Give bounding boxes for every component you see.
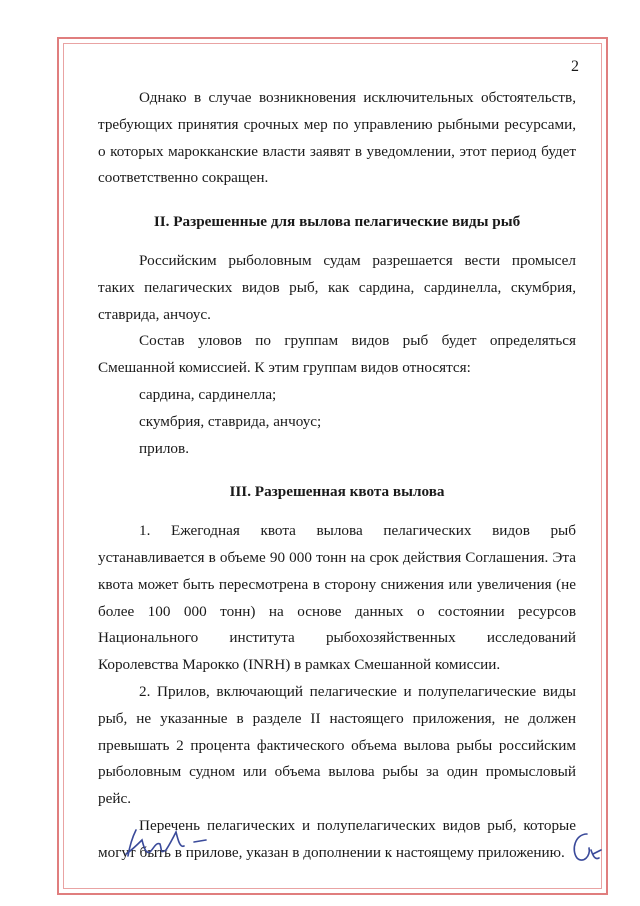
signature-left <box>120 824 220 864</box>
section-3-paragraph-1: 1. Ежегодная квота вылова пелагических видов рыб устанавливается в объеме 90 000 тонн на срок действия Соглашения. Эта квота может быть пересмотрена в сторону снижения или увеличения (не более 100 000 тонн) на основе данных о состоянии ресурсов Национального института рыбохозяйственных исследований Королевства Марокко (INRH) в рамках Смешанной комиссии. <box>98 522 576 674</box>
intro-paragraph: Однако в случае возникновения исключительных обстоятельств, требующих принятия срочных мер по управлению рыбными ресурсами, о которых марокканские власти заявят в уведомлении, этот период будет соответственно сокращен. <box>98 89 576 187</box>
section-2-heading: II. Разрешенные для вылова пелагические виды рыб <box>153 213 521 231</box>
list-item: прилов. <box>139 439 189 457</box>
page-number: 2 <box>571 58 579 75</box>
list-item: скумбрия, ставрида, анчоус; <box>139 412 322 430</box>
section-2-paragraph-2: Состав уловов по группам видов рыб будет определяться Смешанной комиссией. К этим группам видов относятся: <box>98 332 576 377</box>
signature-right <box>565 828 605 868</box>
document-body <box>98 85 576 867</box>
section-3-paragraph-2: 2. Прилов, включающий пелагические и полупелагические виды рыб, не указанные в разделе II настоящего приложения, не должен превышать 2 процента фактического объема вылова рыбы российским рыболовным судном или объема вылова рыбы за один промысловый рейс. <box>98 682 576 808</box>
list-item: сардина, сардинелла; <box>139 385 277 403</box>
section-3-heading: III. Разрешенная квота вылова <box>229 483 445 501</box>
section-3-paragraph-3: Перечень пелагических и полупелагических видов рыб, которые могут быть в прилове, указан в дополнении к настоящему приложению. <box>98 816 576 861</box>
section-2-paragraph-1: Российским рыболовным судам разрешается вести промысел таких пелагических видов рыб, как сардина, сардинелла, скумбрия, ставрида, анчоус. <box>98 251 576 323</box>
